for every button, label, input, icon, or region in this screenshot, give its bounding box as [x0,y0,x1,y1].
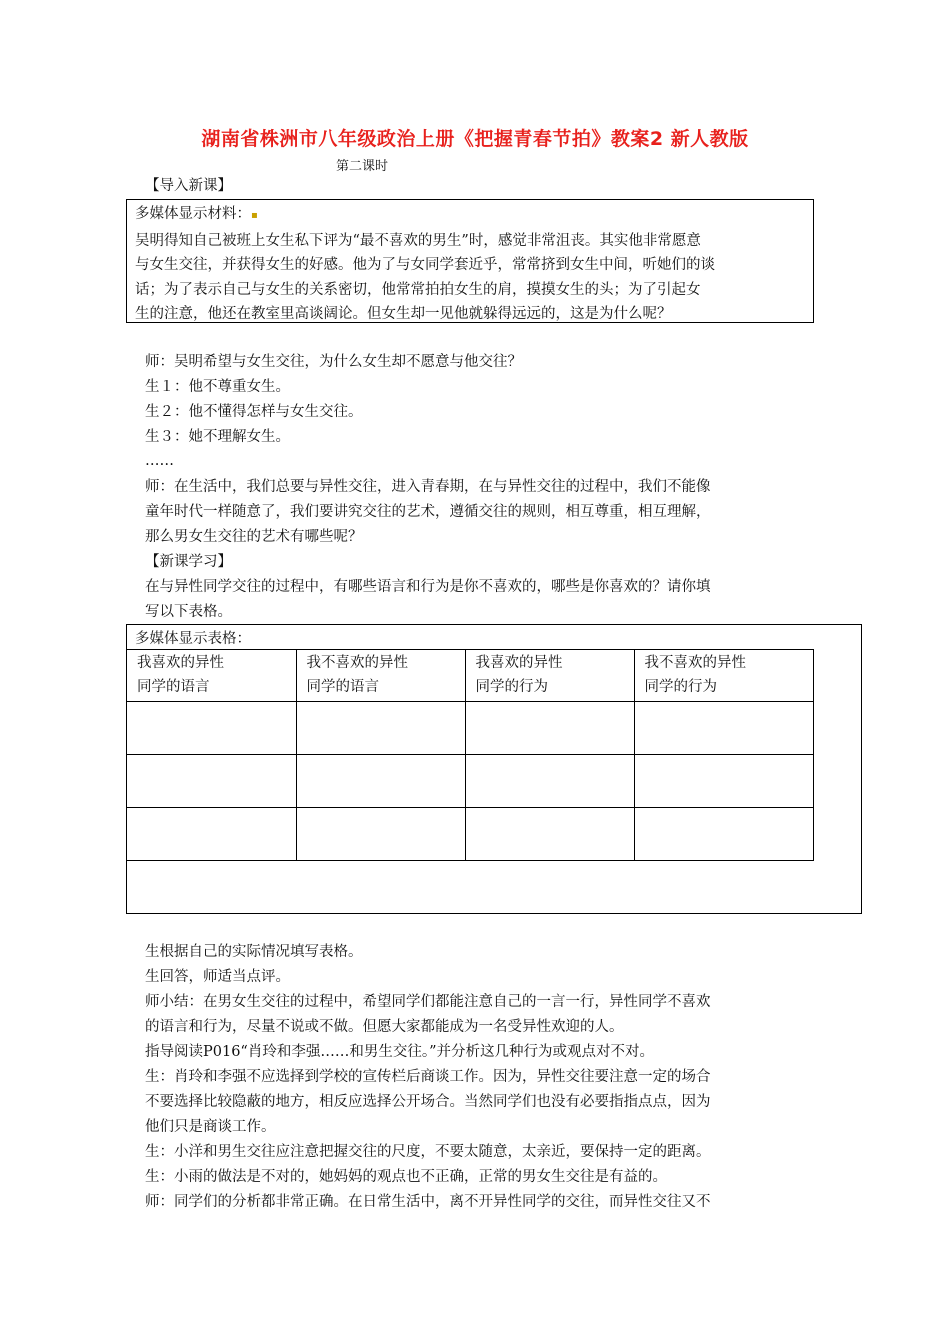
table-cell[interactable] [634,808,813,861]
dialogue-line: 童年时代一样随意了，我们要讲究交往的艺术，遵循交往的规则，相互尊重，相互理解， [145,504,711,520]
document-title: 湖南省株洲市八年级政治上册《把握青春节拍》教案2 新人教版 [201,128,749,150]
material-line: 生的注意，他还在教室里高谈阔论。但女生却一见他就躲得远远的，这是为什么呢？ [135,306,672,322]
table-row [127,808,813,861]
dialogue-line: 不要选择比较隐蔽的地方，相反应选择公开场合。当然同学们也没有必要指指点点，因为 [145,1094,711,1110]
table-cell[interactable] [127,702,296,755]
dialogue-line: 生３：她不理解女生。 [145,429,290,445]
dialogue-line: 生：小洋和男生交往应注意把握交往的尺度，不要太随意，太亲近，要保持一定的距离。 [145,1144,711,1160]
dialogue-line: …… [145,453,174,469]
table-row [127,702,813,755]
material-line: 吴明得知自己被班上女生私下评为“最不喜欢的男生”时，感觉非常沮丧。其实他非常愿意 [135,232,701,249]
lesson-subtitle: 第二课时 [336,159,389,174]
material-box [126,199,814,323]
dialogue-line: 指导阅读P016“肖玲和李强……和男生交往。”并分析这几种行为或观点对不对。 [145,1044,655,1060]
table-cell[interactable] [634,755,813,808]
table-cell[interactable] [296,755,465,808]
section-heading-intro: 【导入新课】 [145,178,232,194]
table-header-row [127,650,813,702]
dialogue-line: 生根据自己的实际情况填写表格。 [145,944,363,960]
dialogue-line: 师：吴明希望与女生交往，为什么女生却不愿意与他交往？ [145,354,522,370]
dialogue-line: 师：同学们的分析都非常正确。在日常生活中，离不开异性同学的交往，而异性交往又不 [145,1194,711,1210]
header-cell: 我不喜欢的异性 同学的语言 [296,650,465,702]
table-cell[interactable] [465,808,634,861]
material-line: 话；为了表示自己与女生的关系密切，他常常拍拍女生的肩，摸摸女生的头；为了引起女 [135,281,701,298]
table-cell[interactable] [127,755,296,808]
dialogue-line: 那么男女生交往的艺术有哪些呢？ [145,529,363,545]
dialogue-line: 师小结：在男女生交往的过程中，希望同学们都能注意自己的一言一行，异性同学不喜欢 [145,994,711,1010]
material-caption: 多媒体显示材料：▪ [135,206,258,222]
dialogue-line: 生１：他不尊重女生。 [145,379,290,395]
table-cell[interactable] [127,808,296,861]
header-cell: 我喜欢的异性 同学的行为 [465,650,634,702]
header-cell: 我不喜欢的异性 同学的行为 [634,650,813,702]
dialogue-line: 生：肖玲和李强不应选择到学校的宣传栏后商谈工作。因为，异性交往要注意一定的场合 [145,1069,711,1085]
table-caption: 多媒体显示表格： [135,631,251,647]
material-line: 与女生交往，并获得女生的好感。他为了与女同学套近乎，常常挤到女生中间，听她们的谈 [135,257,715,273]
dialogue-line: 生回答，师适当点评。 [145,969,290,985]
dialogue-line: 他们只是商谈工作。 [145,1119,276,1135]
table-cell[interactable] [296,702,465,755]
table-box [126,624,862,914]
table-row [127,755,813,808]
preference-table [127,649,814,861]
table-cell[interactable] [634,702,813,755]
table-cell[interactable] [465,702,634,755]
dialogue-line: 师：在生活中，我们总要与异性交往，进入青春期，在与异性交往的过程中，我们不能像 [145,479,711,495]
table-cell[interactable] [465,755,634,808]
table-cell[interactable] [296,808,465,861]
dialogue-line: 生：小雨的做法是不对的，她妈妈的观点也不正确，正常的男女生交往是有益的。 [145,1169,667,1185]
header-cell: 我喜欢的异性 同学的语言 [127,650,296,702]
task-line: 写以下表格。 [145,604,232,620]
mark-dot: ▪ [251,210,258,221]
dialogue-line: 生２：他不懂得怎样与女生交往。 [145,404,363,420]
dialogue-line: 的语言和行为，尽量不说或不做。但愿大家都能成为一名受异性欢迎的人。 [145,1019,624,1035]
section-heading-new: 【新课学习】 [145,554,232,570]
task-line: 在与异性同学交往的过程中，有哪些语言和行为是你不喜欢的，哪些是你喜欢的？请你填 [145,579,711,595]
